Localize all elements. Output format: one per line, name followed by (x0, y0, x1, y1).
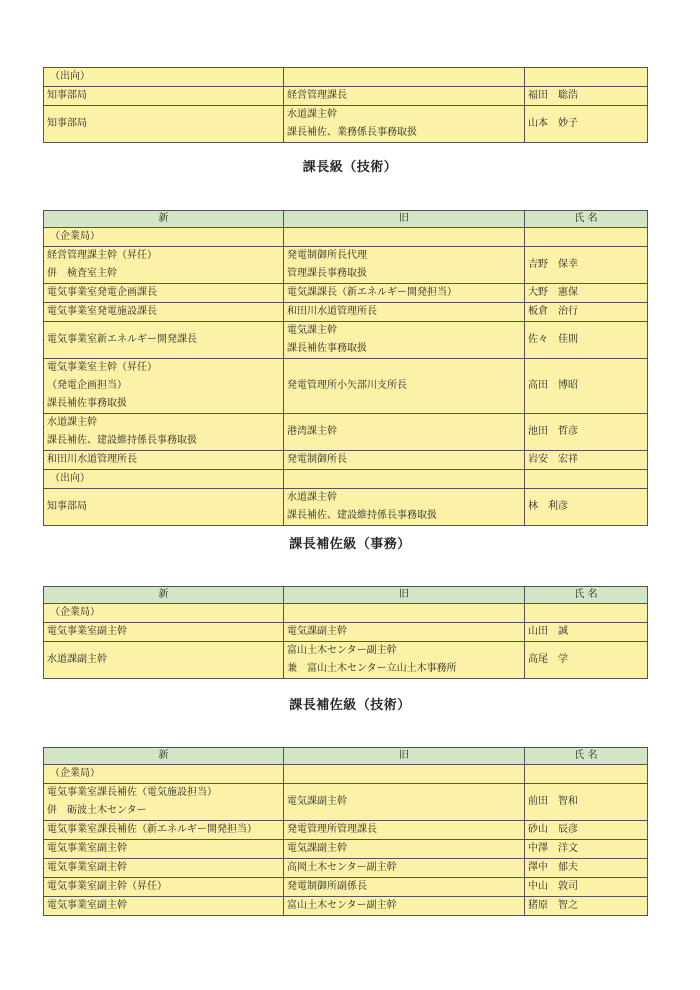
new-position-line: 知事部局 (47, 90, 87, 101)
person-name: 山田 誠 (525, 623, 648, 642)
table-row (44, 821, 648, 840)
header-new: 新 (44, 748, 284, 765)
old-position (284, 247, 525, 284)
table-row (44, 414, 648, 451)
new-position-line: 課長補佐、建設維持係長事務取扱 (47, 435, 197, 446)
new-position-line: 電気事業室発電施設課長 (47, 306, 157, 317)
header-old: 旧 (284, 587, 525, 604)
table-row (44, 642, 648, 679)
old-position-line: 富山土木センター副主幹 (287, 900, 397, 911)
old-position (284, 359, 525, 414)
empty-cell (525, 604, 648, 623)
category-label: （企業局） (44, 604, 284, 623)
empty-cell (284, 68, 525, 87)
person-name: 福田 聡浩 (525, 87, 648, 106)
new-position (44, 106, 284, 143)
person-name: 池田 哲彦 (525, 414, 648, 451)
old-position (284, 284, 525, 303)
old-position-line: 発電制御所副係長 (287, 881, 367, 892)
old-position-line: 富山土木センター副主幹 (287, 645, 397, 656)
old-position (284, 322, 525, 359)
old-position-line: 和田川水道管理所長 (287, 306, 377, 317)
category-label: （企業局） (44, 765, 284, 784)
old-position-line: 水道課主幹 (287, 109, 337, 120)
new-position-line: 電気事業室副主幹 (47, 843, 127, 854)
old-position-line: 発電管理所小矢部川支所長 (287, 380, 407, 391)
old-position-line: 港湾課主幹 (287, 426, 337, 437)
old-position (284, 303, 525, 322)
new-position-line: 電気事業室課長補佐（新エネルギー開発担当） (47, 824, 257, 835)
header-name: 氏 名 (525, 587, 648, 604)
new-position (44, 247, 284, 284)
person-name: 板倉 治行 (525, 303, 648, 322)
new-position (44, 451, 284, 470)
category-label: （出向） (44, 68, 284, 87)
old-position-line: 電気課主幹 (287, 325, 337, 336)
new-position (44, 642, 284, 679)
new-position-line: 電気事業室副主幹 (47, 862, 127, 873)
old-position (284, 878, 525, 897)
person-name: 吉野 保幸 (525, 247, 648, 284)
old-position (284, 859, 525, 878)
person-name: 前田 智和 (525, 784, 648, 821)
header-old: 旧 (284, 211, 525, 228)
header-new: 新 (44, 587, 284, 604)
new-position-line: （発電企画担当） (47, 380, 127, 391)
person-name: 岩安 宏祥 (525, 451, 648, 470)
table-row (44, 489, 648, 526)
table-row (44, 840, 648, 859)
new-position (44, 623, 284, 642)
person-name: 山本 妙子 (525, 106, 648, 143)
new-position-line: 水道課副主幹 (47, 654, 107, 665)
table-row (44, 284, 648, 303)
category-row (44, 470, 648, 489)
table-row (44, 784, 648, 821)
old-position-line: 課長補佐事務取扱 (287, 343, 367, 354)
table-row (44, 322, 648, 359)
old-position-line: 電気課副主幹 (287, 796, 347, 807)
personnel-table-hosa-gijutsu (43, 747, 648, 916)
empty-cell (525, 228, 648, 247)
person-name: 大野 憲保 (525, 284, 648, 303)
empty-cell (284, 765, 525, 784)
table-row (44, 359, 648, 414)
new-position (44, 489, 284, 526)
new-position-line: 電気事業室副主幹（昇任） (47, 881, 167, 892)
table-row (44, 87, 648, 106)
new-position-line: 知事部局 (47, 501, 87, 512)
new-position (44, 840, 284, 859)
old-position-line: 課長補佐、業務係長事務取扱 (287, 127, 417, 138)
person-name: 中山 敦司 (525, 878, 648, 897)
personnel-table-kacho-gijutsu (43, 210, 648, 526)
person-name: 中澤 洋文 (525, 840, 648, 859)
person-name: 佐々 佳則 (525, 322, 648, 359)
person-name: 高尾 学 (525, 642, 648, 679)
old-position (284, 840, 525, 859)
new-position-line: 知事部局 (47, 118, 87, 129)
old-position-line: 経営管理課長 (287, 90, 347, 101)
empty-cell (525, 470, 648, 489)
new-position-line: 電気事業室発電企画課長 (47, 287, 157, 298)
old-position (284, 623, 525, 642)
old-position-line: 発電制御所長代理 (287, 250, 367, 261)
new-position-line: 併 検査室主幹 (47, 268, 117, 279)
new-position (44, 784, 284, 821)
person-name: 猪原 智之 (525, 897, 648, 916)
personnel-table-continued (43, 67, 648, 143)
new-position (44, 897, 284, 916)
empty-cell (284, 604, 525, 623)
new-position (44, 303, 284, 322)
personnel-table-hosa-jimu (43, 586, 648, 679)
new-position (44, 878, 284, 897)
new-position-line: 和田川水道管理所長 (47, 454, 137, 465)
new-position-line: 電気事業室主幹（昇任） (47, 362, 157, 373)
empty-cell (284, 228, 525, 247)
new-position-line: 電気事業室副主幹 (47, 626, 127, 637)
table-row (44, 878, 648, 897)
person-name: 澤中 郁夫 (525, 859, 648, 878)
new-position (44, 859, 284, 878)
old-position (284, 87, 525, 106)
old-position-line: 発電制御所長 (287, 454, 347, 465)
new-position (44, 284, 284, 303)
old-position-line: 水道課主幹 (287, 492, 337, 503)
table-row (44, 106, 648, 143)
old-position-line: 電気課課長（新エネルギー開発担当） (287, 287, 457, 298)
old-position (284, 642, 525, 679)
old-position-line: 管理課長事務取扱 (287, 268, 367, 279)
section-title-hosa-gijutsu: 課長補佐級（技術） (289, 698, 411, 713)
new-position-line: 課長補佐事務取扱 (47, 398, 127, 409)
header-row (44, 748, 648, 765)
old-position-line: 電気課副主幹 (287, 843, 347, 854)
header-new: 新 (44, 211, 284, 228)
old-position-line: 兼 富山土木センター立山土木事務所 (287, 663, 457, 674)
old-position (284, 414, 525, 451)
table-row (44, 247, 648, 284)
new-position-line: 電気事業室副主幹 (47, 900, 127, 911)
table-row (44, 303, 648, 322)
table-row (44, 451, 648, 470)
header-row (44, 587, 648, 604)
header-name: 氏 名 (525, 211, 648, 228)
category-row (44, 765, 648, 784)
table-row (44, 859, 648, 878)
empty-cell (525, 68, 648, 87)
header-old: 旧 (284, 748, 525, 765)
new-position-line: 水道課主幹 (47, 417, 97, 428)
new-position (44, 414, 284, 451)
new-position-line: 電気事業室課長補佐（電気施設担当） (47, 787, 217, 798)
section-title-hosa-jimu: 課長補佐級（事務） (289, 537, 411, 552)
empty-cell (525, 765, 648, 784)
old-position (284, 106, 525, 143)
new-position-line: 併 砺波土木センター (47, 805, 147, 816)
person-name: 高田 博昭 (525, 359, 648, 414)
section-title-kacho-gijutsu: 課長級（技術） (302, 160, 398, 175)
new-position (44, 322, 284, 359)
header-row (44, 211, 648, 228)
category-row (44, 228, 648, 247)
old-position (284, 451, 525, 470)
old-position-line: 発電管理所管理課長 (287, 824, 377, 835)
new-position-line: 経営管理課主幹（昇任） (47, 250, 157, 261)
header-name: 氏 名 (525, 748, 648, 765)
old-position (284, 897, 525, 916)
empty-cell (284, 470, 525, 489)
table-row (44, 897, 648, 916)
table-row (44, 623, 648, 642)
category-row (44, 604, 648, 623)
new-position-line: 電気事業室新エネルギー開発課長 (47, 334, 197, 345)
new-position (44, 821, 284, 840)
person-name: 林 利彦 (525, 489, 648, 526)
category-label: （出向） (44, 470, 284, 489)
old-position (284, 821, 525, 840)
new-position (44, 359, 284, 414)
old-position-line: 高岡土木センター副主幹 (287, 862, 397, 873)
new-position (44, 87, 284, 106)
old-position-line: 電気課副主幹 (287, 626, 347, 637)
category-label: （企業局） (44, 228, 284, 247)
old-position (284, 489, 525, 526)
category-row (44, 68, 648, 87)
old-position (284, 784, 525, 821)
old-position-line: 課長補佐、建設維持係長事務取扱 (287, 510, 437, 521)
person-name: 砂山 辰彦 (525, 821, 648, 840)
